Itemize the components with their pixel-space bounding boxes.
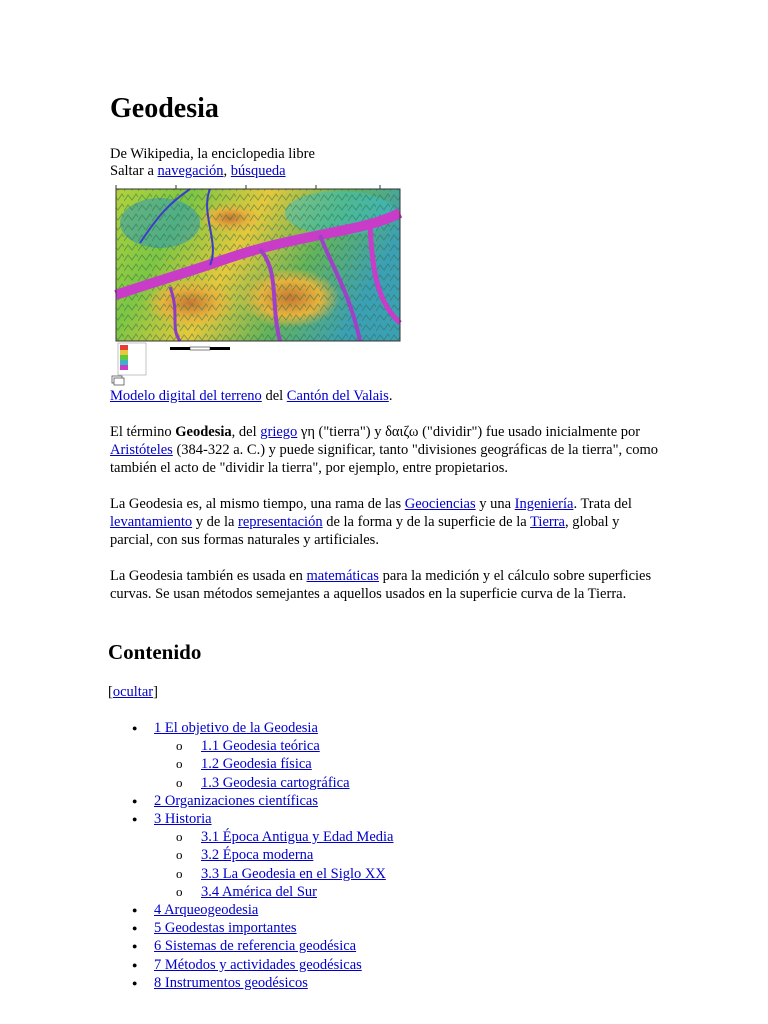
toc-item xyxy=(132,974,632,992)
link-aristoteles[interactable]: Aristóteles xyxy=(110,442,173,458)
bullet-icon: ● xyxy=(132,905,138,916)
bullet-icon: ● xyxy=(132,723,138,733)
link-geociencias[interactable]: Geociencias xyxy=(404,496,476,512)
toc-list xyxy=(132,719,632,992)
bullet-icon: ● xyxy=(132,941,138,952)
p3-text-2: para la medición y el cálculo sobre superficies curvas. Se usan métodos semejantes a aquellos usados en la superficie curva de la Tierra. xyxy=(110,568,652,602)
bullet-icon: ● xyxy=(132,923,138,934)
p2-text: La Geodesia es, al mismo tiempo, una rama de las xyxy=(110,496,405,512)
caption-end: . xyxy=(388,388,393,404)
circle-bullet-icon: o xyxy=(176,756,183,772)
p3-text: La Geodesia también es usada en xyxy=(110,568,307,584)
toc-link[interactable]: 5 Geodestas importantes xyxy=(154,920,297,937)
toc-toggle xyxy=(108,683,158,701)
toc-item xyxy=(132,755,632,773)
jump-nav-link[interactable]: navegación xyxy=(157,163,224,179)
p2-text-2: y una xyxy=(475,496,515,512)
p1-text-3: γη ("tierra") y δαιζω ("dividir") fue usado inicialmente por xyxy=(297,424,641,440)
jump-search-link[interactable]: búsqueda xyxy=(230,163,286,179)
bullet-icon: ● xyxy=(132,959,138,970)
toc-link[interactable]: 1 El objetivo de la Geodesia xyxy=(154,720,318,736)
toc-link[interactable]: 3.2 Época moderna xyxy=(201,847,314,864)
circle-bullet-icon: o xyxy=(176,738,183,754)
toc-link[interactable]: 3.3 La Geodesia en el Siglo XX xyxy=(201,865,386,882)
p1-bold: Geodesia xyxy=(175,424,232,440)
toc-link[interactable]: 2 Organizaciones científicas xyxy=(154,792,318,809)
toc-link[interactable]: 8 Instrumentos geodésicos xyxy=(154,974,308,991)
p2-text-5: de la forma y de la superficie de la xyxy=(322,514,531,530)
p1-text-2: , del xyxy=(231,424,261,440)
toc-item xyxy=(132,919,632,937)
link-representacion[interactable]: representación xyxy=(238,514,323,530)
toc-link[interactable]: 7 Métodos y actividades geodésicas xyxy=(154,956,362,973)
toc-item xyxy=(132,883,632,901)
jump-links xyxy=(110,163,286,180)
caption-link-valais[interactable]: Cantón del Valais xyxy=(286,388,389,404)
toc-link[interactable]: 3.4 América del Sur xyxy=(201,883,317,900)
page-title: Geodesia xyxy=(110,93,219,124)
toc-link[interactable]: 6 Sistemas de referencia geodésica xyxy=(154,938,357,955)
p2-text-6: , global y parcial, con sus formas naturales y artificiales. xyxy=(110,514,620,548)
bullet-icon: ● xyxy=(132,795,138,806)
bullet-icon: ● xyxy=(132,977,138,988)
link-griego[interactable]: griego xyxy=(260,424,298,440)
toc-link[interactable]: 4 Arqueogeodesia xyxy=(154,902,259,919)
link-tierra[interactable]: Tierra xyxy=(530,514,565,530)
circle-bullet-icon: o xyxy=(176,865,183,881)
toc-item xyxy=(132,901,632,919)
bullet-icon: ● xyxy=(132,814,138,825)
third-paragraph xyxy=(110,567,665,603)
caption-mid: del xyxy=(261,388,287,404)
toc-link[interactable]: 1.2 Geodesia física xyxy=(201,756,312,773)
p1-text-4: (384-322 a. C.) y puede significar, tanto "divisiones geográficas de la tierra", como también el acto de "dividir la tierra", por ejemplo, entre propietarios. xyxy=(110,442,659,476)
toc-bracket-close: ] xyxy=(153,684,158,700)
toc-item xyxy=(132,719,632,737)
intro-paragraph xyxy=(110,423,665,477)
toc-item xyxy=(132,792,632,810)
p2-text-4: y de la xyxy=(192,514,239,530)
toc-heading: Contenido xyxy=(108,640,202,664)
toc-item xyxy=(132,737,632,755)
jump-sep: , xyxy=(223,163,231,179)
toc-item xyxy=(132,846,632,864)
toc-link[interactable]: 1.1 Geodesia teórica xyxy=(201,738,320,755)
image-caption xyxy=(110,388,392,405)
toc-item xyxy=(132,774,632,792)
toc-item xyxy=(132,828,632,846)
p2-text-3: . Trata del xyxy=(573,496,632,512)
circle-bullet-icon: o xyxy=(176,883,183,899)
terrain-map-svg xyxy=(110,183,402,388)
circle-bullet-icon: o xyxy=(176,847,183,863)
second-paragraph xyxy=(110,495,665,549)
circle-bullet-icon: o xyxy=(176,829,183,845)
site-sub: De Wikipedia, la enciclopedia libre xyxy=(110,146,315,162)
link-ingenieria[interactable]: Ingeniería xyxy=(514,496,574,512)
toc-item xyxy=(132,937,632,955)
toc-hide-link[interactable]: ocultar xyxy=(112,684,154,700)
link-matematicas[interactable]: matemáticas xyxy=(306,568,379,584)
jump-prefix: Saltar a xyxy=(110,163,158,179)
toc-item xyxy=(132,810,632,828)
toc-item xyxy=(132,956,632,974)
toc-link[interactable]: 1.3 Geodesia cartográfica xyxy=(201,774,350,791)
caption-link-model[interactable]: Modelo digital del terreno xyxy=(110,388,262,404)
p1-text: El término xyxy=(110,424,176,440)
toc-link[interactable]: 3.1 Época Antigua y Edad Media xyxy=(201,829,394,846)
circle-bullet-icon: o xyxy=(176,774,183,790)
toc-bracket-open: [ xyxy=(108,684,113,700)
toc-item xyxy=(132,865,632,883)
link-levantamiento[interactable]: levantamiento xyxy=(110,514,193,530)
terrain-map-image[interactable] xyxy=(110,183,402,388)
toc-link[interactable]: 3 Historia xyxy=(154,811,212,828)
